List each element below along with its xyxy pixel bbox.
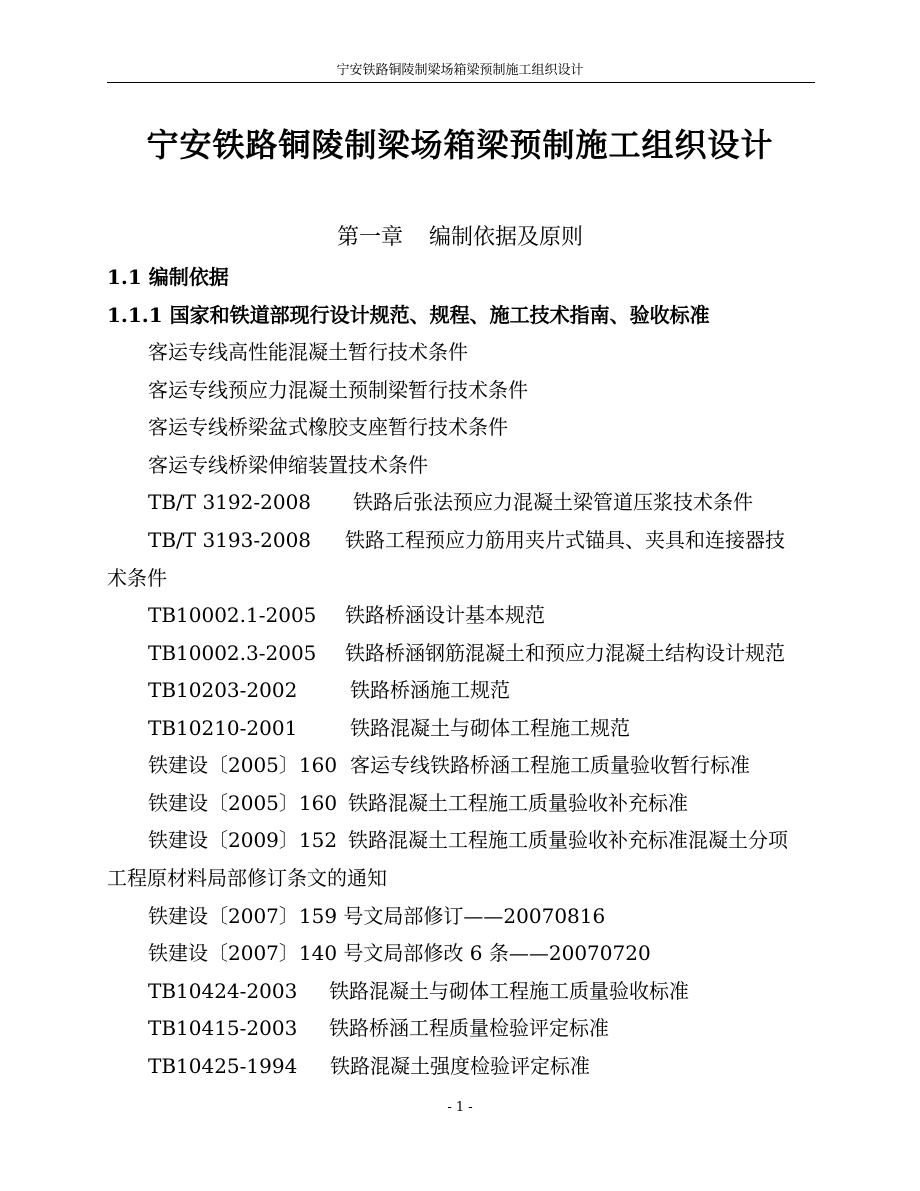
list-item: [148, 977, 689, 1005]
item-text: 客运专线桥梁盆式橡胶支座暂行技术条件: [148, 415, 508, 439]
subsection-heading: [107, 301, 710, 329]
item-text: 客运专线桥梁伸缩装置技术条件: [148, 453, 428, 477]
subsection-name: 国家和铁道部现行设计规范、规程、施工技术指南、验收标准: [169, 303, 710, 327]
list-item-continuation: 术条件: [107, 566, 167, 590]
list-item-continuation: 工程原材料局部修订条文的通知: [107, 866, 387, 890]
item-text: 客运专线预应力混凝土预制梁暂行技术条件: [148, 378, 528, 402]
list-item: [148, 676, 510, 704]
item-code: TB10203-2002: [148, 678, 298, 702]
header-rule: [107, 82, 815, 83]
section-name: 编制依据: [148, 265, 229, 289]
section-heading: [107, 263, 229, 291]
item-text: 铁路后张法预应力混凝土梁管道压浆技术条件: [353, 490, 753, 514]
item-text: 铁路混凝土与砌体工程施工质量验收标准: [329, 979, 689, 1003]
item-code: TB10002.1-2005: [148, 603, 317, 627]
list-item: [148, 1014, 609, 1042]
item-code: TB/T 3192-2008: [148, 490, 312, 514]
item-text: 铁路混凝土工程施工质量验收补充标准: [348, 791, 688, 815]
item-text: 铁路混凝土与砌体工程施工规范: [350, 716, 630, 740]
list-item: [148, 639, 785, 667]
list-item: [148, 1052, 590, 1080]
item-code: 铁建设〔2005〕160: [148, 753, 338, 777]
list-item: [148, 526, 785, 554]
item-text: 铁路桥涵设计基本规范: [345, 603, 545, 627]
item-text: 铁建设〔2007〕159 号文局部修订——20070816: [148, 904, 606, 928]
page-number: - 1 -: [447, 1100, 473, 1115]
list-item: [148, 376, 528, 404]
chapter-number: 第一章: [336, 225, 403, 250]
list-item: [148, 338, 468, 366]
item-code: TB10210-2001: [148, 716, 298, 740]
item-text: 铁路桥涵钢筋混凝土和预应力混凝土结构设计规范: [345, 641, 785, 665]
section-number: 1.1: [107, 265, 142, 289]
chapter-heading: [0, 222, 920, 254]
list-item: [148, 413, 508, 441]
list-item: [148, 714, 630, 742]
subsection-number: 1.1.1: [107, 303, 163, 327]
list-item: [148, 789, 688, 817]
item-code: TB10002.3-2005: [148, 641, 317, 665]
item-text: 铁路混凝土强度检验评定标准: [330, 1054, 590, 1078]
list-item: [148, 451, 428, 479]
list-item: [148, 751, 750, 779]
document-title: 宁安铁路铜陵制梁场箱梁预制施工组织设计: [146, 126, 774, 164]
item-code: TB10424-2003: [148, 979, 298, 1003]
chapter-name: 编制依据及原则: [429, 225, 584, 250]
list-item: [148, 826, 788, 854]
item-code: 铁建设〔2005〕160: [148, 791, 338, 815]
item-code: TB10425-1994: [148, 1054, 298, 1078]
list-item: [148, 939, 651, 967]
item-text: 铁建设〔2007〕140 号文局部修改 6 条——20070720: [148, 941, 651, 965]
item-text: 铁路混凝土工程施工质量验收补充标准混凝土分项: [348, 828, 788, 852]
item-text: 铁路工程预应力筋用夹片式锚具、夹具和连接器技: [345, 528, 785, 552]
list-item: [148, 601, 545, 629]
item-text: 铁路桥涵施工规范: [350, 678, 510, 702]
list-item: [148, 902, 605, 930]
running-header: 宁安铁路铜陵制梁场箱梁预制施工组织设计: [336, 63, 584, 78]
item-code: TB10415-2003: [148, 1016, 298, 1040]
list-item: [148, 488, 753, 516]
item-text: 客运专线高性能混凝土暂行技术条件: [148, 340, 468, 364]
item-code: TB/T 3193-2008: [148, 528, 312, 552]
item-code: 铁建设〔2009〕152: [148, 828, 338, 852]
item-text: 客运专线铁路桥涵工程施工质量验收暂行标准: [350, 753, 750, 777]
item-text: 铁路桥涵工程质量检验评定标准: [329, 1016, 609, 1040]
